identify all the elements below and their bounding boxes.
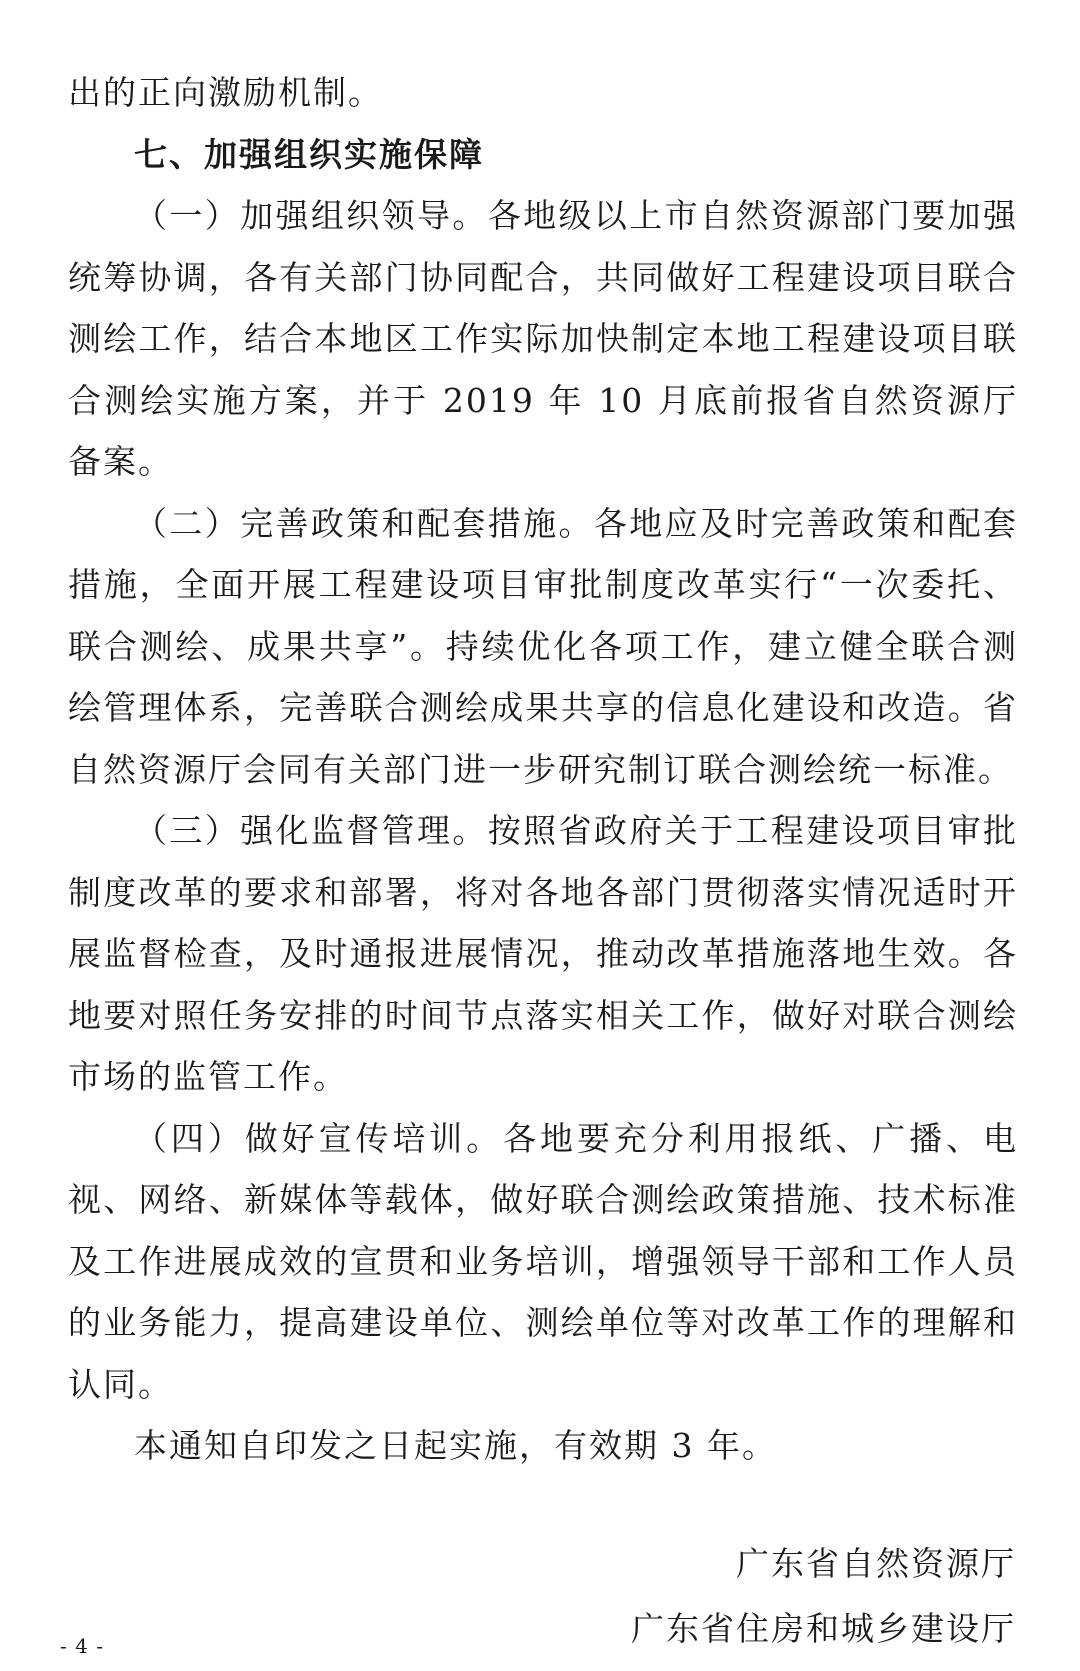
section-heading-7: 七、加强组织实施保障: [134, 134, 484, 174]
signature-natural-resources: 广东省自然资源厅: [736, 1543, 1016, 1583]
paragraph-item-1: [68, 185, 1018, 493]
item-4-body: 各地要充分利用报纸、广播、电视、网络、新媒体等载体，做好联合测绘政策措施、技术标准及工作进展成效的宣贯和业务培训，增强领导干部和工作人员的业务能力，提高建设单位、测绘单位等对改革工作的理解和认同。: [68, 1118, 1019, 1404]
signature-housing-construction: 广东省住房和城乡建设厅: [631, 1608, 1016, 1648]
item-1-body: 各地级以上市自然资源部门要加强统筹协调，各有关部门协同配合，共同做好工程建设项目联合测绘工作，结合本地区工作实际加快制定本地工程建设项目联合测绘实施方案，并于 2019 年 10 月底前报省自然资源厅备案。: [68, 196, 1018, 481]
paragraph-item-2: [68, 493, 1018, 801]
item-4-lead: （四）做好宣传培训。: [134, 1118, 504, 1158]
item-1-lead: （一）加强组织领导。: [134, 196, 488, 235]
spacer: [68, 1477, 1018, 1531]
paragraph-continuation: 出的正向激励机制。: [68, 73, 383, 112]
item-3-lead: （三）强化监督管理。: [134, 811, 488, 850]
page-number: - 4 -: [60, 1634, 104, 1658]
item-2-lead: （二）完善政策和配套措施。: [134, 503, 594, 543]
paragraph-item-3: [68, 800, 1018, 1108]
item-2-body: 各地应及时完善政策和配套措施，全面开展工程建设项目审批制度改革实行“一次委托、联合测绘、成果共享”。持续优化各项工作，建立健全联合测绘管理体系，完善联合测绘成果共享的信息化建设和改造。省自然资源厅会同有关部门进一步研究制订联合测绘统一标准。: [68, 503, 1018, 789]
item-3-body: 按照省政府关于工程建设项目审批制度改革的要求和部署，将对各地各部门贯彻落实情况适时开展监督检查，及时通报进展情况，推动改革措施落地生效。各地要对照任务安排的时间节点落实相关工作，做好对联合测绘市场的监管工作。: [68, 811, 1018, 1096]
paragraph-item-4: [68, 1108, 1018, 1416]
closing-statement: 本通知自印发之日起实施，有效期 3 年。: [134, 1426, 777, 1465]
